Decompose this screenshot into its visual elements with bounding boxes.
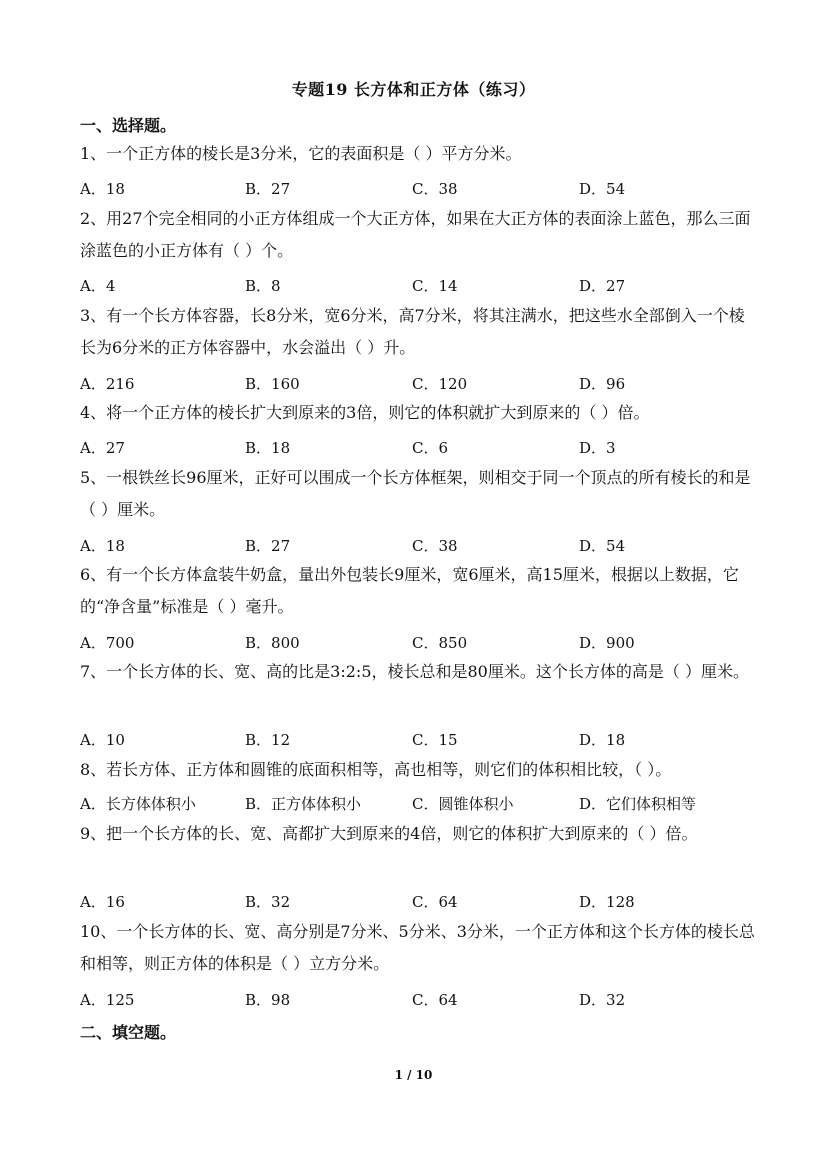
question-4: 4、将一个正方体的棱长扩大到原来的3倍，则它的体积就扩大到原来的（ ）倍。 [80, 403, 650, 422]
option-c: C．38 [412, 537, 458, 555]
options-3 [80, 373, 755, 397]
option-a: A．700 [80, 634, 135, 652]
options-1 [80, 178, 755, 202]
option-b: B．98 [245, 991, 291, 1009]
option-d: D．128 [579, 893, 635, 911]
option-d: D．18 [579, 731, 626, 749]
option-a: A．4 [80, 277, 116, 295]
question-1: 1、一个正方体的棱长是3分米，它的表面积是（ ）平方分米。 [80, 144, 522, 163]
question-8: 8、若长方体、正方体和圆锥的底面积相等，高也相等，则它们的体积相比较，（ ）。 [80, 760, 672, 779]
question-10: 10、一个长方体的长、宽、高分别是7分米、5分米、3分米，一个正方体和这个长方体的棱长总和相等，则正方体的体积是（ ）立方分米。 [80, 922, 755, 973]
page-title: 专题19 长方体和正方体（练习） [291, 80, 536, 99]
page-number: 1 / 10 [394, 1068, 433, 1082]
option-a: A．16 [80, 893, 125, 911]
option-a: A．18 [80, 537, 125, 555]
section-heading-fill: 二、填空题。 [80, 1023, 177, 1042]
options-10 [80, 989, 755, 1013]
option-b: B．27 [245, 180, 291, 198]
option-d: D．900 [579, 634, 635, 652]
option-d: D．32 [579, 991, 626, 1009]
option-b: B．160 [245, 375, 300, 393]
options-4 [80, 437, 755, 461]
option-c: C．14 [412, 277, 458, 295]
option-c: C．64 [412, 893, 458, 911]
option-b: B．800 [245, 634, 300, 652]
options-6 [80, 632, 755, 656]
option-c: C．64 [412, 991, 458, 1009]
option-a: A．18 [80, 180, 125, 198]
option-a: A．125 [80, 991, 135, 1009]
question-9: 9、把一个长方体的长、宽、高都扩大到原来的4倍，则它的体积扩大到原来的（ ）倍。 [80, 824, 698, 843]
question-6: 6、有一个长方体盒装牛奶盒，量出外包装长9厘米，宽6厘米，高15厘米，根据以上数据，它的“净含量”标准是（ ）毫升。 [80, 565, 739, 616]
option-a: A．长方体体积小 [80, 795, 196, 813]
question-2: 2、用27个完全相同的小正方体组成一个大正方体，如果在大正方体的表面涂上蓝色，那么三面涂蓝色的小正方体有（ ）个。 [80, 209, 751, 260]
option-b: B．12 [245, 731, 291, 749]
option-c: C．38 [412, 180, 458, 198]
options-8 [80, 793, 755, 817]
option-c: C．15 [412, 731, 458, 749]
question-3: 3、有一个长方体容器，长8分米，宽6分米，高7分米，将其注满水，把这些水全部倒入一个棱长为6分米的正方体容器中，水会溢出（ ）升。 [80, 306, 745, 357]
option-b: B．18 [245, 439, 291, 457]
option-b: B．8 [245, 277, 281, 295]
option-c: C．120 [412, 375, 468, 393]
question-7: 7、一个长方体的长、宽、高的比是3:2:5，棱长总和是80厘米。这个长方体的高是（ ）厘米。 [80, 662, 749, 681]
options-9 [80, 891, 755, 915]
options-5 [80, 535, 755, 559]
option-d: D．3 [579, 439, 616, 457]
option-d: D．54 [579, 537, 626, 555]
option-a: A．27 [80, 439, 125, 457]
option-d: D．96 [579, 375, 626, 393]
option-d: D．它们体积相等 [579, 795, 697, 813]
question-5: 5、一根铁丝长96厘米，正好可以围成一个长方体框架，则相交于同一个顶点的所有棱长的和是（ ）厘米。 [80, 468, 751, 519]
options-2 [80, 275, 755, 299]
option-b: B．27 [245, 537, 291, 555]
option-a: A．10 [80, 731, 125, 749]
section-heading-choice: 一、选择题。 [80, 116, 177, 135]
option-c: C．6 [412, 439, 449, 457]
option-d: D．27 [579, 277, 626, 295]
options-7 [80, 729, 755, 753]
option-c: C．圆锥体积小 [412, 795, 514, 813]
option-b: B．正方体体积小 [245, 795, 362, 813]
option-b: B．32 [245, 893, 291, 911]
option-a: A．216 [80, 375, 135, 393]
option-c: C．850 [412, 634, 468, 652]
option-d: D．54 [579, 180, 626, 198]
